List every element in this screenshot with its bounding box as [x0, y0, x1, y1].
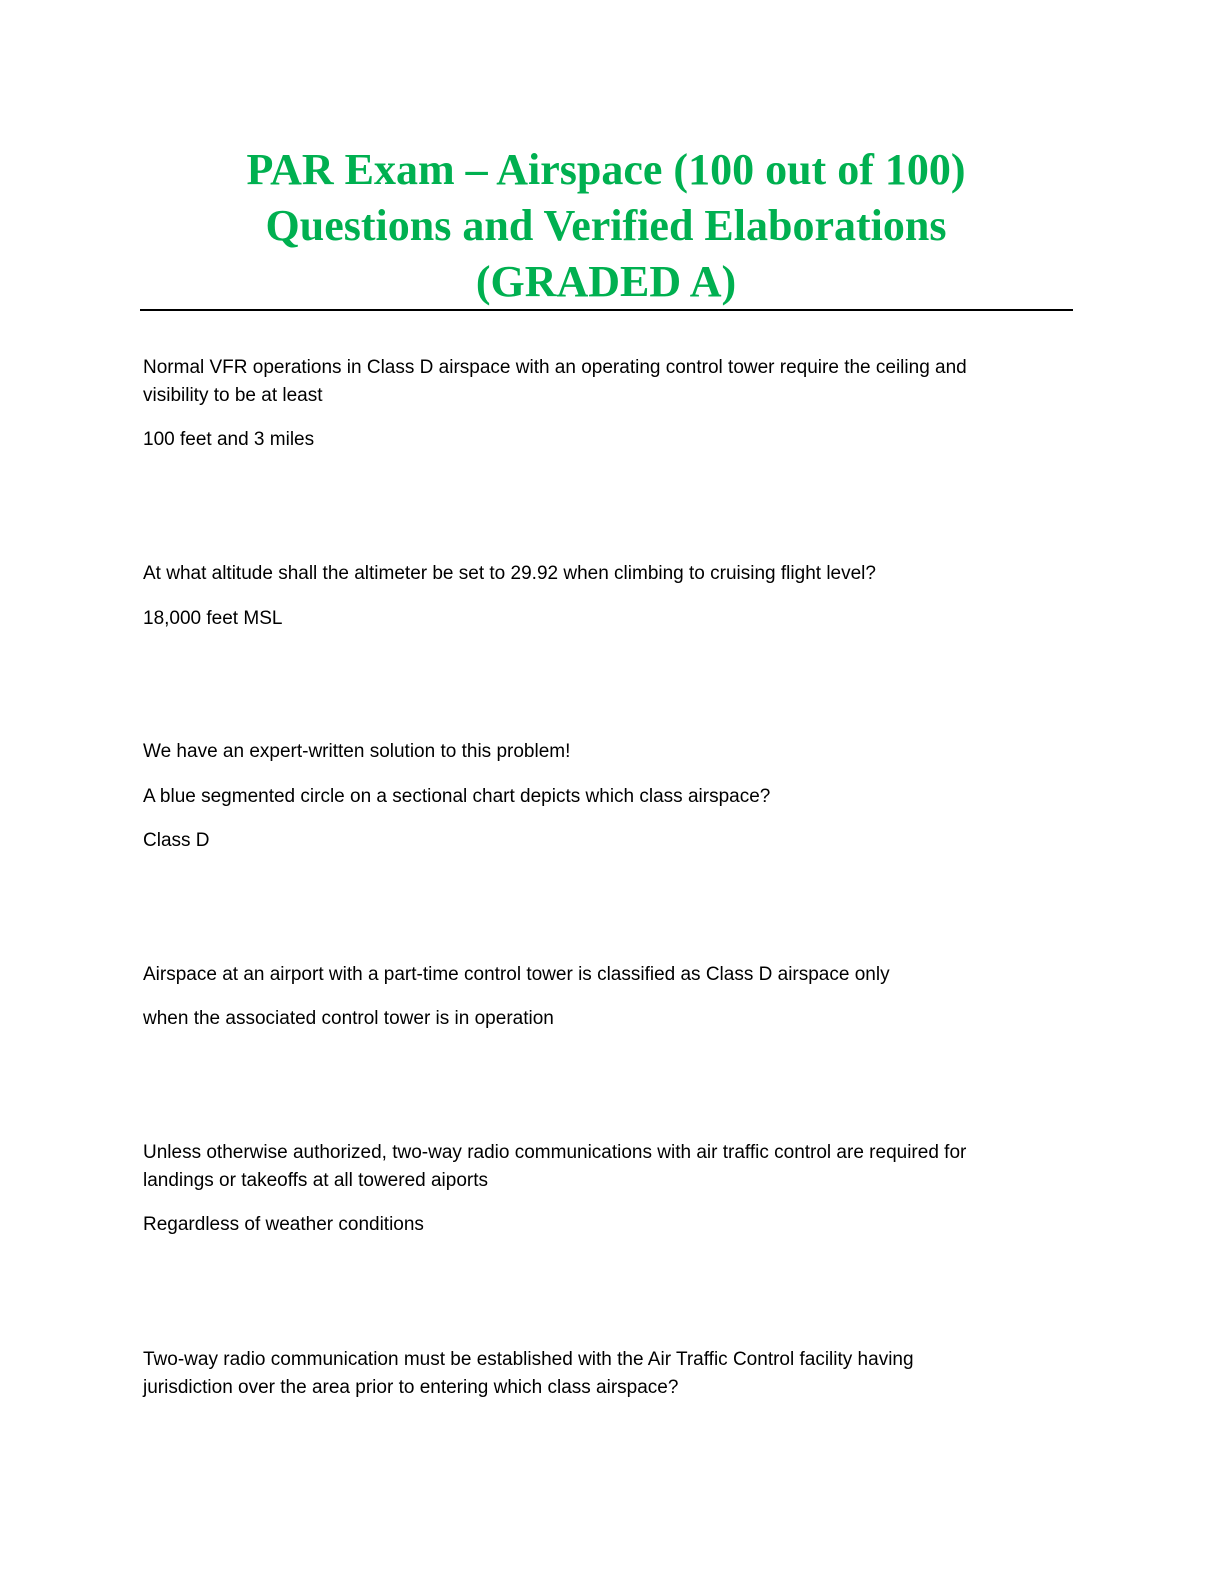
title-line-2: Questions and Verified Elaborations [265, 201, 947, 250]
question-5-line-2: landings or takeoffs at all towered aiports [143, 1170, 489, 1191]
question-6-line-1: Two-way radio communication must be established with the Air Traffic Control facility having [143, 1349, 914, 1370]
answer-2: 18,000 feet MSL [143, 608, 283, 629]
answer-4: when the associated control tower is in operation [143, 1008, 554, 1029]
answer-1: 100 feet and 3 miles [143, 429, 315, 450]
answer-5: Regardless of weather conditions [143, 1214, 424, 1235]
answer-3: Class D [143, 830, 210, 851]
title-line-3: (GRADED A) [475, 257, 737, 306]
question-4-line-1: Airspace at an airport with a part-time control tower is classified as Class D airspace only [143, 964, 890, 985]
question-1-line-2: visibility to be at least [143, 385, 323, 406]
question-6-line-2: jurisdiction over the area prior to entering which class airspace? [143, 1377, 679, 1398]
expert-solution-note: We have an expert-written solution to this problem! [143, 741, 571, 762]
question-3-line-1: A blue segmented circle on a sectional chart depicts which class airspace? [143, 786, 771, 807]
question-5-line-1: Unless otherwise authorized, two-way radio communications with air traffic control are required for [143, 1142, 967, 1163]
title-line-1: PAR Exam – Airspace (100 out of 100) [246, 145, 966, 194]
question-1-line-1: Normal VFR operations in Class D airspace with an operating control tower require the ceiling and [143, 357, 967, 378]
document-title [140, 142, 1072, 310]
title-divider [140, 309, 1073, 311]
question-2-line-1: At what altitude shall the altimeter be set to 29.92 when climbing to cruising flight level? [143, 563, 876, 584]
